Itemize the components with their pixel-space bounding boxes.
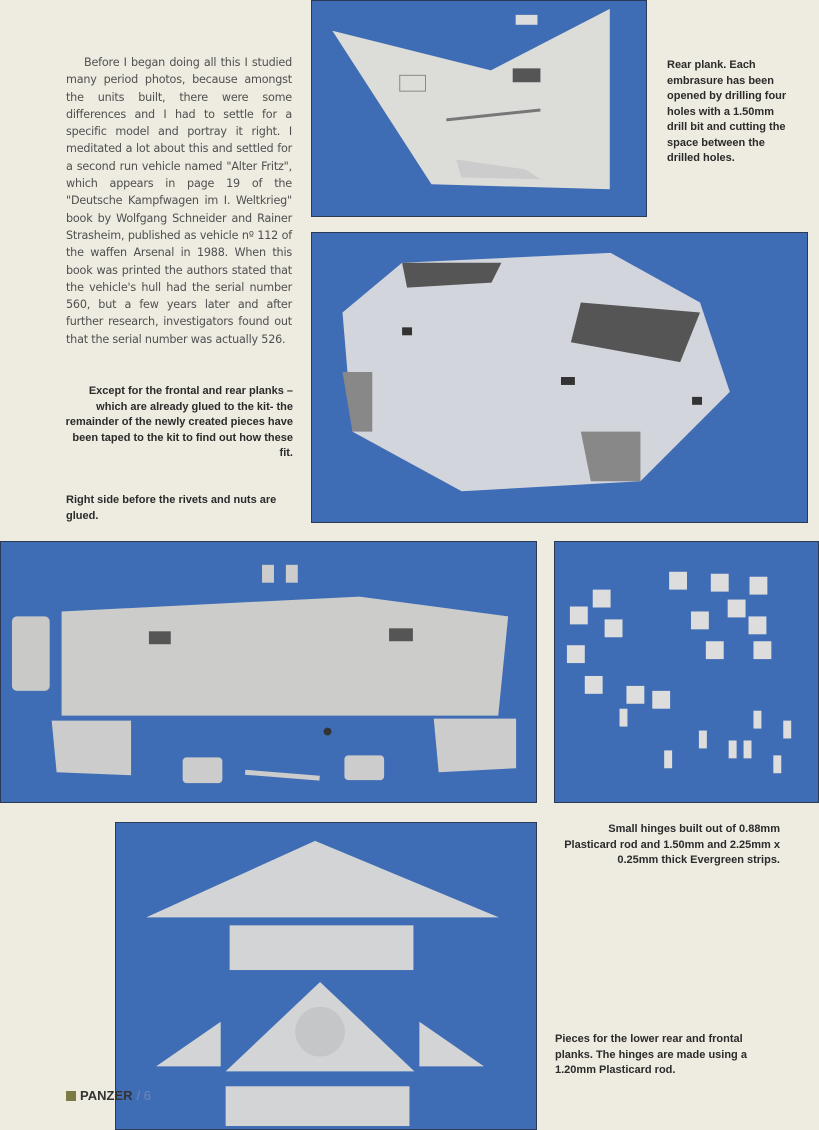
photo-pieces-layout — [0, 541, 537, 803]
caption-rear-plank: Rear plank. Each embrasure has been opened by drilling four holes with a 1.50mm drill bit and cutting the space between the drilled holes. — [667, 59, 787, 164]
page-number: / 6 — [136, 1088, 151, 1103]
photo-lower-planks — [115, 822, 537, 1130]
caption-hinges: Small hinges built out of 0.88mm Plasticard rod and 1.50mm and 2.25mm x 0.25mm thick Evergreen strips. — [564, 823, 780, 866]
caption-taped-pieces: Except for the frontal and rear planks –which are already glued to the kit- the remainder of the newly created pieces have been taped to the kit to find out how these fit. — [65, 385, 293, 459]
caption-lower-planks: Pieces for the lower rear and frontal planks. The hinges are made using a 1.20mm Plasticard rod. — [555, 1033, 747, 1076]
article-body: Before I began doing all this I studied many period photos, because amongst the units built, there were some differences and I had to settle for a specific model and portray it right. I meditated a lot about this and settled for a second run vehicle named "Alter Fritz", which appears in page 19 of the "Deutsche Kampfwagen im I. Weltkrieg" book by Wolfgang Schneider and Rainer Strasheim, published as vehicle nº 112 of the waffen Arsenal in 1988. When this book was printed the authors stated that the vehicle's hull had the serial number 560, but a few years later and after further research, investigators found out that the serial number was actually 526. — [66, 56, 292, 346]
photo-hinges — [554, 541, 819, 803]
page-footer — [66, 1088, 151, 1103]
photo-rear-plank — [311, 0, 647, 217]
brand-square-icon — [66, 1091, 76, 1101]
caption-right-side: Right side before the rivets and nuts are glued. — [66, 494, 277, 522]
photo-hull-right-side — [311, 232, 808, 523]
brand-name: PANZER — [80, 1088, 133, 1103]
